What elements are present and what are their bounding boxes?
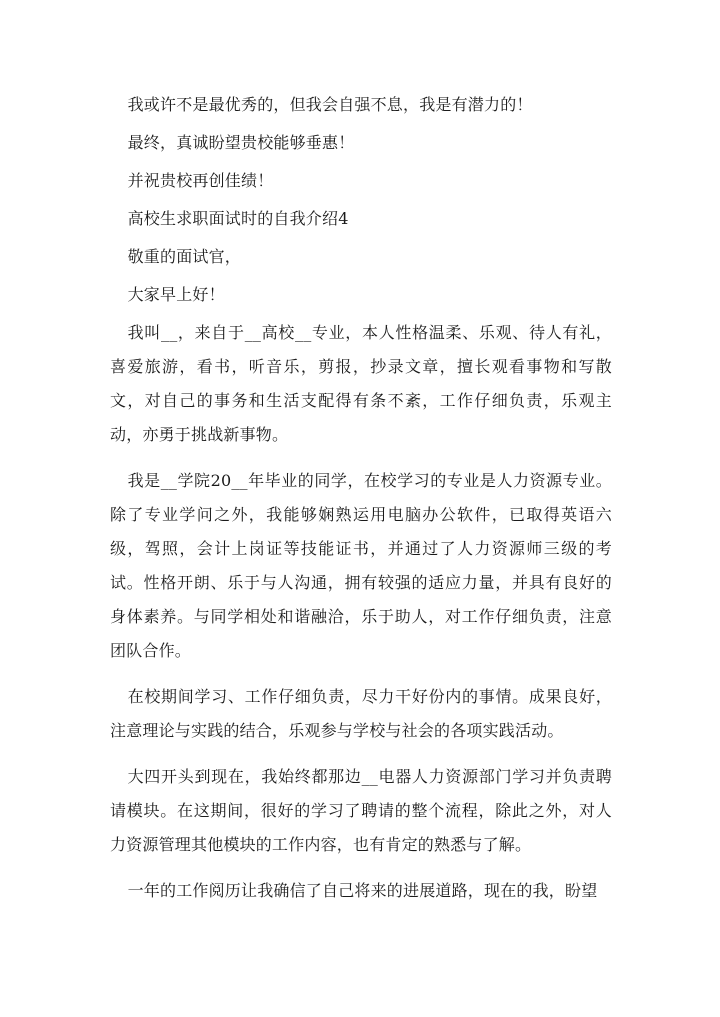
paragraph-work-experience: 大四开头到现在，我始终都那边__电器人力资源部门学习并负责聘请模块。在这期间，很好的学习了聘请的整个流程，除此之外，对人力资源管理其他模块的工作内容，也有肯定的熟悉与了解。 bbox=[110, 767, 612, 854]
paragraph-closing-hope: 最终，真诚盼望贵校能够垂惠！ bbox=[127, 133, 355, 152]
paragraph-salutation: 敬重的面试官， bbox=[127, 247, 241, 266]
paragraph-school-period: 在校期间学习、工作仔细负责，尽力干好份内的事情。成果良好，注意理论与实践的结合，乐观参与学校与社会的各项实践活动。 bbox=[110, 687, 612, 740]
paragraph-education-skills: 我是__学院20__年毕业的同学，在校学习的专业是人力资源专业。除了专业学问之外，我能够娴熟运用电脑办公软件，已取得英语六级，驾照，会计上岗证等技能证书，并通过了人力资源师三级的考试。性格开朗、乐于与人沟通，拥有较强的适应力量，并具有良好的身体素养。与同学相处和谐融洽，乐于助人，对工作仔细负责，注意团队合作。 bbox=[110, 471, 612, 660]
paragraph-closing-statement: 我或许不是最优秀的，但我会自强不息，我是有潜力的！ bbox=[127, 95, 533, 114]
paragraph-future-outlook: 一年的工作阅历让我确信了自己将来的进展道路，现在的我，盼望 bbox=[127, 881, 598, 900]
paragraph-closing-wish: 并祝贵校再创佳绩！ bbox=[127, 171, 274, 190]
document-body bbox=[110, 88, 612, 920]
section-heading: 高校生求职面试时的自我介绍4 bbox=[127, 209, 349, 228]
paragraph-self-intro: 我叫__，来自于__高校__专业，本人性格温柔、乐观、待人有礼，喜爱旅游，看书，听音乐，剪报，抄录文章，擅长观看事物和写散文，对自己的事务和生活支配得有条不紊，工作仔细负责，乐观主动，亦勇于挑战新事物。 bbox=[110, 323, 612, 444]
paragraph-greeting: 大家早上好！ bbox=[127, 285, 225, 304]
